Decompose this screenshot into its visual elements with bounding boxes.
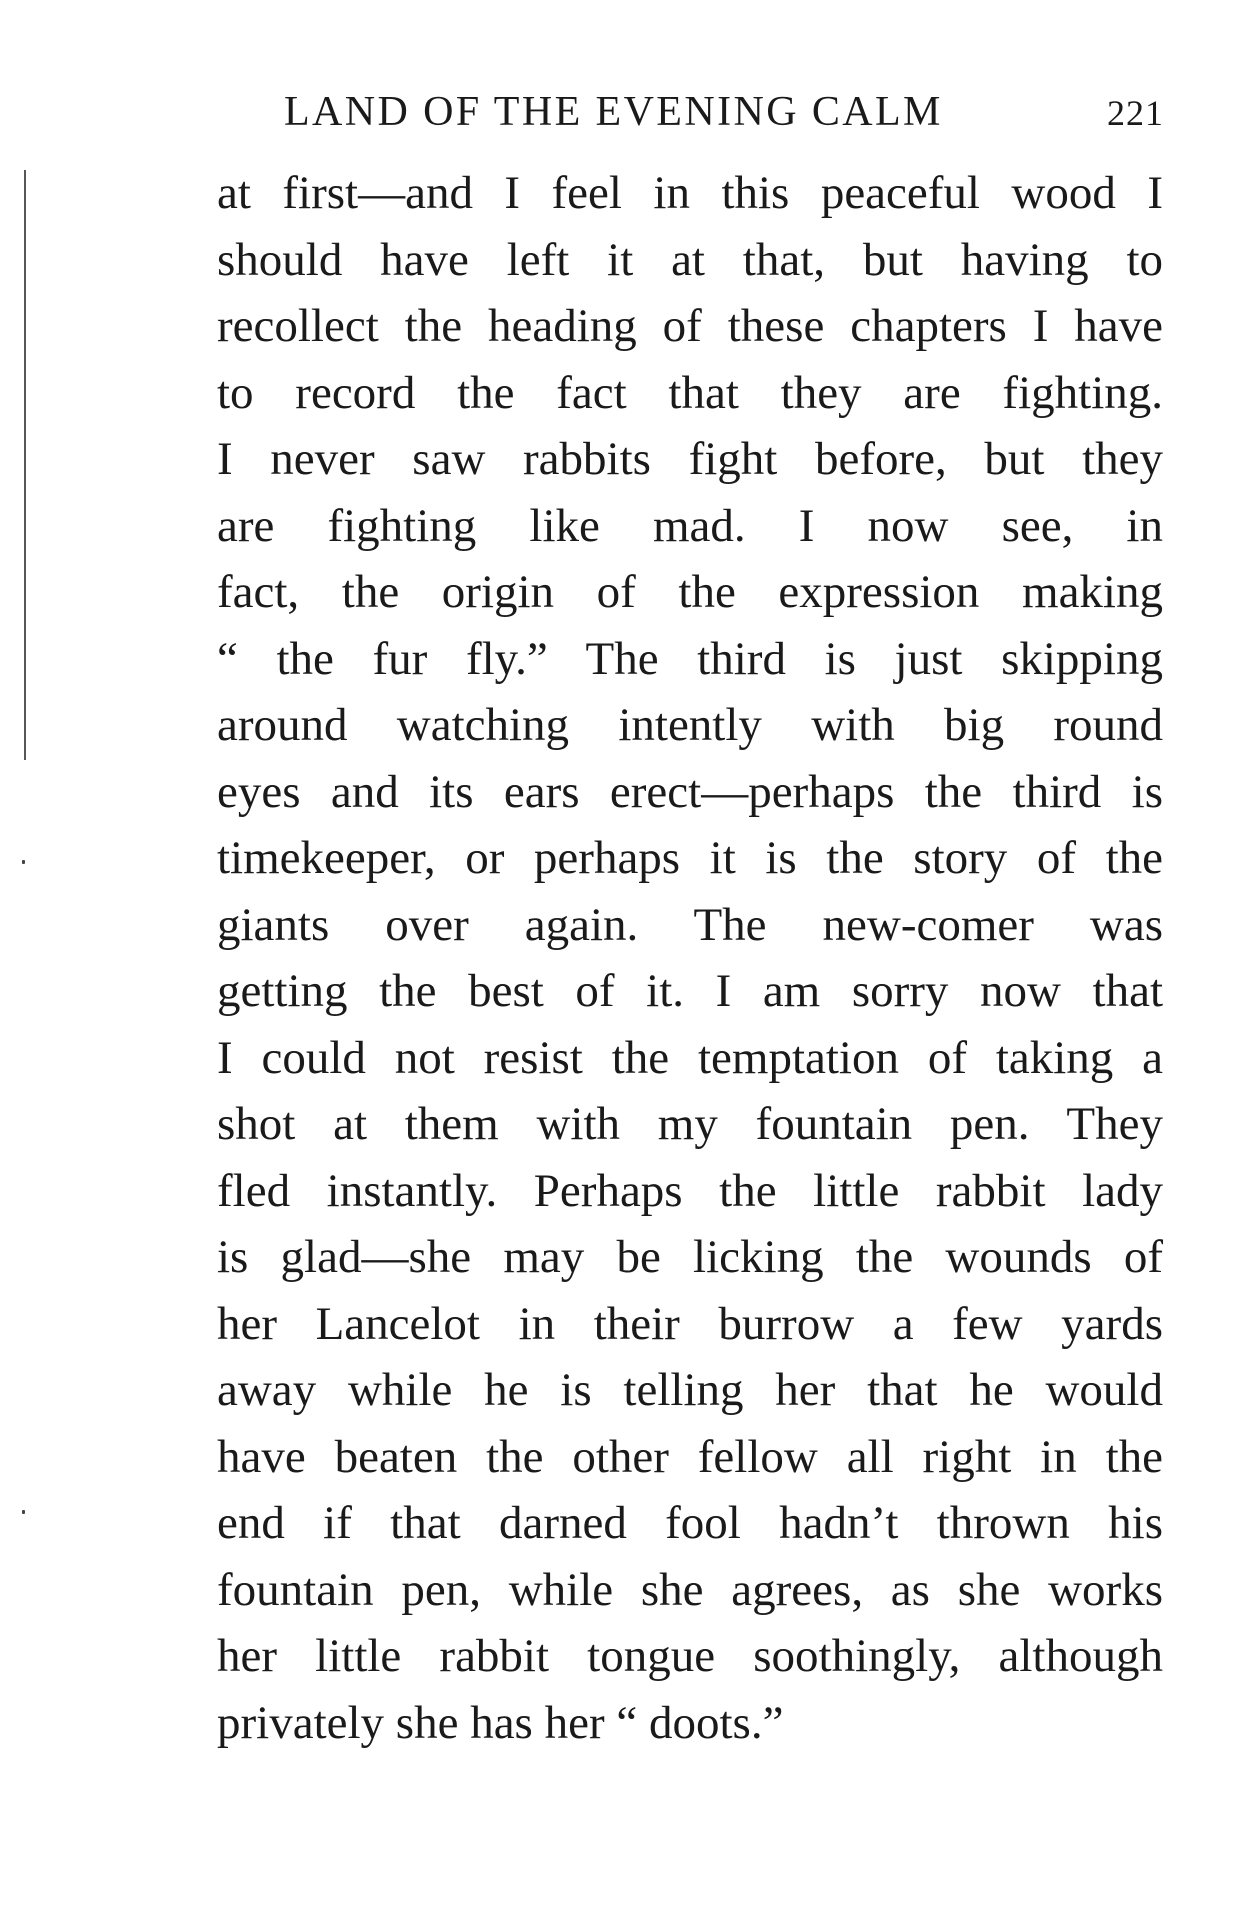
text-line: shot at them with my fountain pen. They [217, 1098, 1163, 1150]
text-line: are fighting like mad. I now see, in [217, 499, 1163, 552]
text-line: at first—and I feel in this peaceful wood I [217, 167, 1163, 219]
text-line: to record the fact that they are fighting. [217, 366, 1163, 419]
page-number: 221 [1107, 93, 1164, 133]
text-line: her little rabbit tongue soothingly, although [217, 1630, 1163, 1682]
text-line: recollect the heading of these chapters I have [217, 300, 1163, 352]
text-line: “ the fur fly.” The third is just skipping [217, 632, 1163, 685]
text-line: eyes and its ears erect—perhaps the third is [217, 765, 1163, 818]
text-line: her Lancelot in their burrow a few yards [217, 1297, 1163, 1350]
running-title: LAND OF THE EVENING CALM [284, 89, 943, 135]
text-line: end if that darned fool hadn’t thrown his [217, 1497, 1163, 1549]
text-line: privately she has her “ doots.” [217, 1696, 784, 1749]
scan-speck [22, 1510, 25, 1514]
text-line: fountain pen, while she agrees, as she works [217, 1563, 1163, 1616]
text-line: timekeeper, or perhaps it is the story of the [217, 832, 1163, 884]
text-line: giants over again. The new-comer was [217, 898, 1163, 951]
text-line: fled instantly. Perhaps the little rabbit lady [217, 1164, 1163, 1217]
running-header [284, 88, 1164, 148]
text-line: should have left it at that, but having to [217, 233, 1163, 286]
text-line: fact, the origin of the expression making [217, 566, 1163, 618]
text-line: away while he is telling her that he would [217, 1364, 1163, 1416]
text-line: I could not resist the temptation of taking a [217, 1031, 1163, 1084]
page-binding-edge [24, 170, 26, 760]
text-line: have beaten the other fellow all right in the [217, 1430, 1163, 1483]
body-text [217, 160, 1163, 1756]
text-line: is glad—she may be licking the wounds of [217, 1231, 1163, 1283]
text-line: getting the best of it. I am sorry now that [217, 965, 1163, 1017]
text-line: around watching intently with big round [217, 699, 1163, 751]
scan-speck [22, 860, 25, 864]
text-line: I never saw rabbits fight before, but they [217, 433, 1163, 485]
